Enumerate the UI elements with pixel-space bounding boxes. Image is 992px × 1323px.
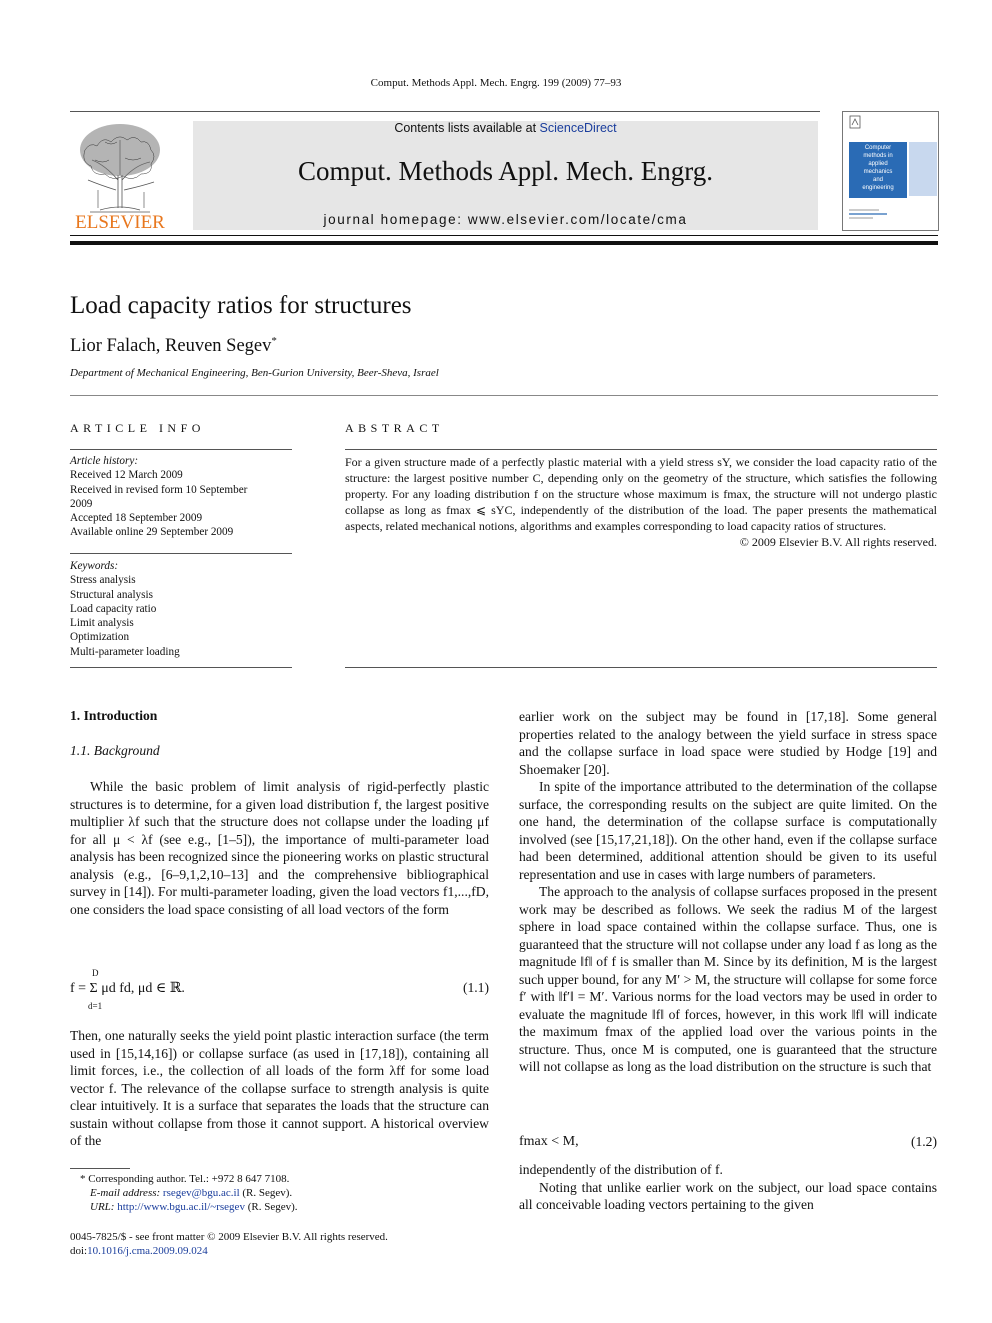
keyword-item: Load capacity ratio [70,602,157,615]
issn-line: 0045-7825/$ - see front matter © 2009 Elsevier B.V. All rights reserved. [70,1231,388,1243]
doi-link[interactable]: 10.1016/j.cma.2009.09.024 [87,1245,208,1258]
sum-lower-limit: d=1 [88,1001,103,1011]
paragraph: earlier work on the subject may be found in [17,18]. Some general properties related to the analogy between the yield surface in stress space and the collapse surface in load space were studied by Hodge [19] and Shoemaker [20]. [519,709,937,777]
keyword-item: Limit analysis [70,617,134,630]
left-paragraph-2 [70,1027,489,1150]
sciencedirect-link[interactable]: ScienceDirect [539,121,617,135]
cover-small-text [849,208,889,222]
cover-line: applied [868,161,888,167]
footnote-email [70,1186,490,1200]
paragraph: The approach to the analysis of collapse surfaces proposed in the present work may be described as follows. We seek the radius M of the largest sphere in load space contained within the collapse surface. Thus, one is guaranteed that the structure will not collapse under any load f as long as the magnitude ‖f‖ of f is smaller than M. Since by its definition, M is the largest such upper bound, for any M′ > M, the structure will collapse for some force f′ with ‖f′‖ = M′. Various norms for the load vectors may be used in order to evaluate the magnitude ‖f‖ of forces, however, in this work ‖f‖ will indicate the maximum fmax of the applied load over the various points in the structure. Thus, once M is computed, one is guaranteed that the structure will not collapse as long as the load distribution on the structure is such that [519,884,937,1074]
author-footnote-mark[interactable]: * [271,335,277,347]
abstract-bottom-rule [345,667,937,668]
article-info-heading: ARTICLE INFO [70,421,205,435]
footnote-url [70,1200,490,1214]
cover-line: and [872,177,883,183]
cover-publisher-icon [849,115,861,129]
abstract-rule [345,449,937,450]
subsection-heading: 1.1. Background [70,743,160,758]
contents-line [193,121,818,135]
paragraph: independently of the distribution of f. [519,1162,723,1177]
section-heading: 1. Introduction [70,708,158,723]
keyword-item: Structural analysis [70,588,153,601]
right-paragraphs-continued [519,1161,937,1214]
paragraph: While the basic problem of limit analysis of rigid-perfectly plastic structures is to determine, for a given load distribution f, the largest positive multiplier λf such that the structure does not collapse under the loading μf for all μ < λf (see e.g., [1–5]), the importance of multi-parameter load analysis has been recognized since the pioneering works on plastic structural analysis (e.g., [6–9,1,2,10–13] and the comprehensive bibliographical survey in [14]). For multi-parameter loading, given the load vectors f1,...,fD, one considers the load space consisting of all load vectors of the form [70,779,489,917]
doi-line [70,1244,388,1258]
paragraph: Noting that unlike earlier work on the subject, our load space contains all conceivable loading vectors pertaining to the given [519,1179,937,1212]
keywords [70,559,292,659]
author-names: Lior Falach, Reuven Segev [70,336,272,357]
cover-title-band [849,142,907,198]
url-suffix: (R. Segev). [247,1201,298,1214]
history-item: 2009 [70,497,93,510]
equation-number: (1.1) [462,980,489,995]
right-paragraphs [519,708,937,1076]
url-link[interactable]: http://www.bgu.ac.il/~rsegev [117,1201,245,1214]
email-label: E-mail address: [90,1187,161,1200]
left-paragraph-1 [70,778,489,918]
abstract-body [345,454,937,550]
cover-line: Computer [864,145,892,151]
doi-label: doi: [70,1245,88,1258]
equation-expression: fmax < M, [519,1134,579,1149]
journal-title: Comput. Methods Appl. Mech. Engrg. [298,156,713,186]
journal-cover [842,111,939,231]
cover-line: engineering [862,185,894,191]
email-link[interactable]: rsegev@bgu.ac.il [162,1187,240,1200]
keywords-rule [70,667,292,668]
equation-number: (1.2) [910,1134,937,1149]
keyword-item: Stress analysis [70,574,136,587]
footnote-rule [70,1168,130,1169]
sum-upper-limit: D [92,968,99,978]
header-rule [70,111,820,112]
article-history [70,454,292,540]
history-item: Accepted 18 September 2009 [70,512,203,525]
journal-citation: Comput. Methods Appl. Mech. Engrg. 199 (2009) 77–93 [370,77,622,89]
separator-rule [70,395,938,396]
header-rule-thick [70,241,938,245]
footnote [70,1172,490,1215]
footnote-corresponding: * Corresponding author. Tel.: +972 8 647 7108. [80,1173,290,1185]
keyword-item: Optimization [70,631,130,644]
cover-line: mechanics [863,169,893,175]
article-authors [70,335,277,357]
keywords-label: Keywords: [70,560,119,572]
cover-side-panel [909,142,937,196]
abstract-text: For a given structure made of a perfectly plastic material with a yield stress sY, we consider the load capacity ratio of the structure: the largest positive number C, depending only on the geometry of the structure, which satisfies the following property. For any loading distribution f on the structure whose maximum is fmax, the structure will not undergo plastic collapse as long as fmax ⩽ sYC, independently of the distribution of the load. The paper presents the mathematical aspects, related mechanical notions, algorithms and examples corresponding to load capacity ratios of structures. [345,455,937,533]
article-title: Load capacity ratios for structures [70,292,412,319]
header-rule-thin [70,235,938,236]
equation-1-2 [519,1134,937,1154]
history-item: Received 12 March 2009 [70,469,183,482]
front-matter [70,1230,388,1258]
publisher-wordmark: ELSEVIER [75,212,165,233]
paragraph: In spite of the importance attributed to the determination of the collapse surface, the corresponding results on the subject are quite limited. On the one hand, the determination of the collapse surface is computationally involved (see [15,17,21,18]). On the other hand, even if the collapse surface had been determined, additional attention should be given to its useful representation and use in cases with large numbers of parameters. [519,779,937,882]
history-rule [70,553,292,554]
contents-prefix: Contents lists available at [394,121,540,135]
article-info-rule [70,449,292,450]
abstract-copyright: © 2009 Elsevier B.V. All rights reserved. [739,535,937,549]
paragraph: Then, one naturally seeks the yield point plastic interaction surface (the term used in [15,14,16]) or collapse surface (as used in [17,18]), containing all limit forces, i.e., the collection of all loads of the form λff for some load vector f. The relevance of the collapse surface to strength analysis is quite clear intuitively. It is a surface that separates the loads that the structure can sustain without collapse from those it cannot support. A historical overview of the [70,1028,489,1148]
equation-expression: f = Σ μd fd, μd ∈ ℝ. [70,981,185,996]
equation-1-1 [70,968,489,1014]
history-label: Article history: [70,455,139,467]
history-item: Available online 29 September 2009 [70,526,234,539]
email-suffix: (R. Segev). [242,1187,293,1200]
url-label: URL: [90,1201,115,1214]
abstract-heading: ABSTRACT [345,421,444,435]
history-item: Received in revised form 10 September [70,483,248,496]
cover-line: methods in [863,153,893,159]
journal-homepage[interactable]: journal homepage: www.elsevier.com/locate/cma [323,212,688,227]
affiliation: Department of Mechanical Engineering, Ben-Gurion University, Beer-Sheva, Israel [70,367,439,379]
keyword-item: Multi-parameter loading [70,645,180,658]
